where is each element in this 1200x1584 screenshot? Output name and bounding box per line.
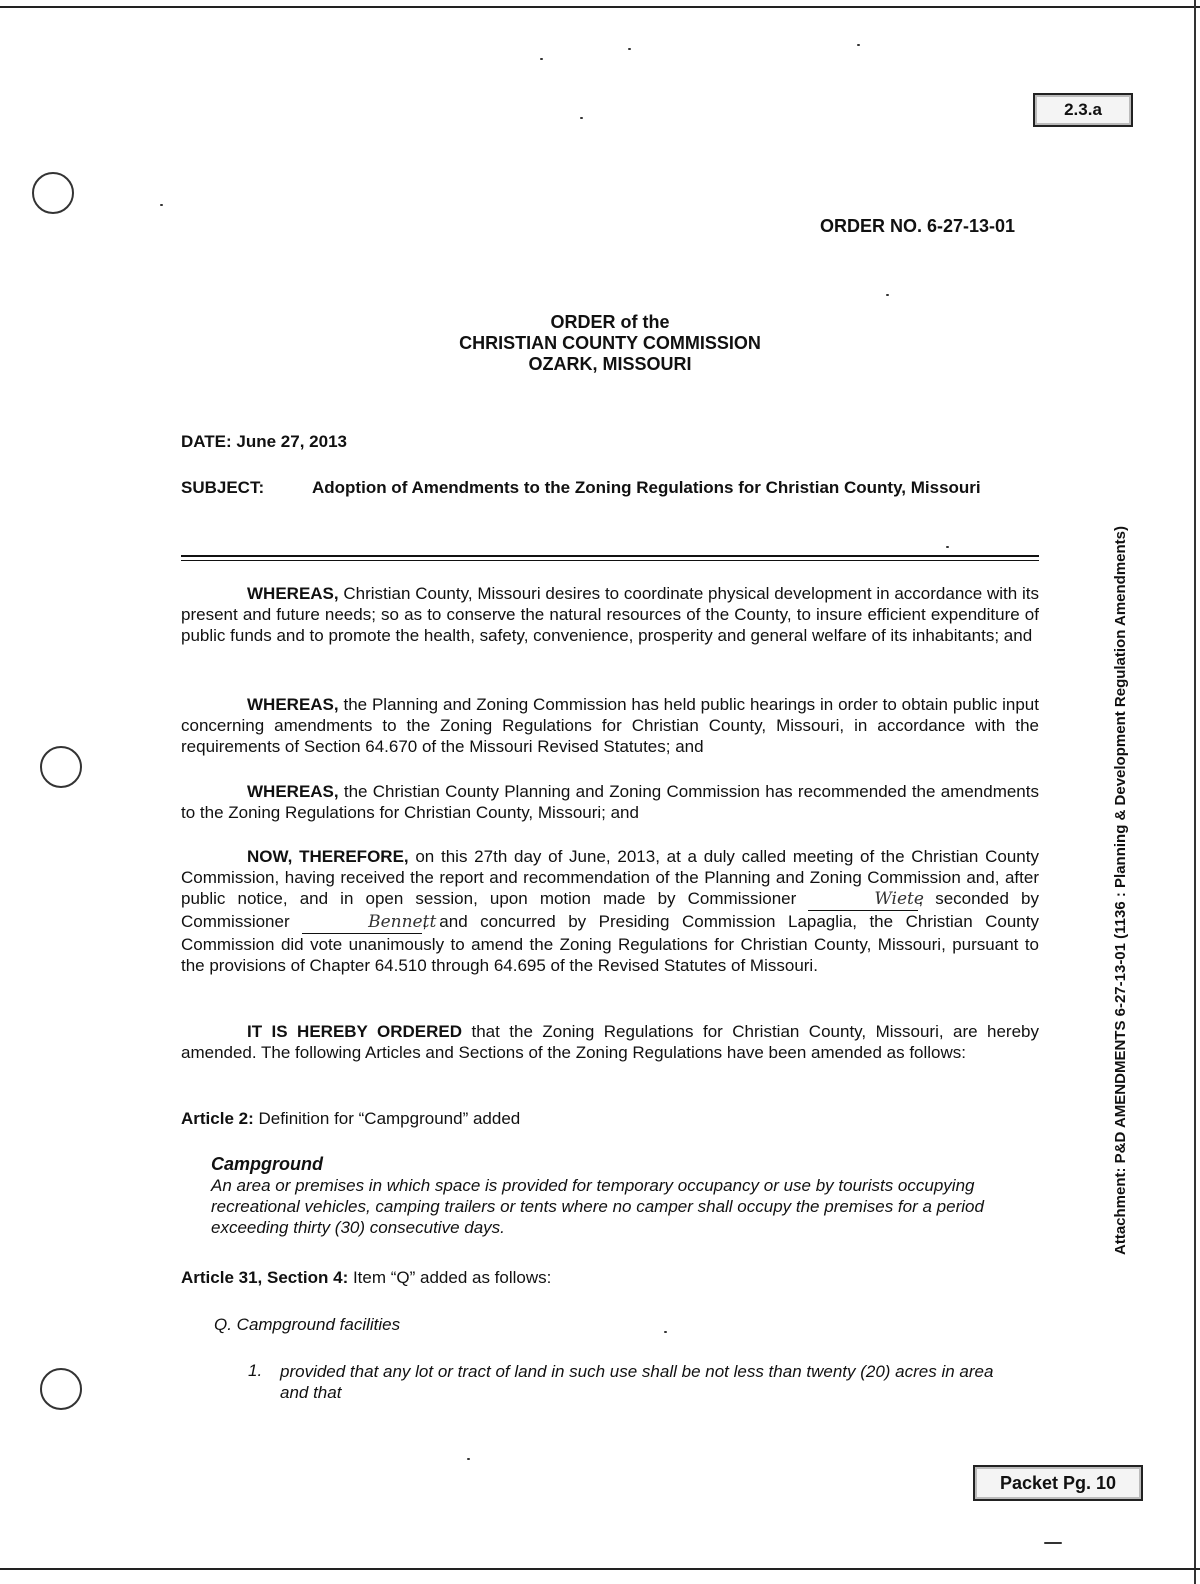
definition-text: An area or premises in which space is provided for temporary occupancy or use by tourists occupying recreational vehicles, camping trailers or tents where no camper shall occupy the premises for a period exceeding thirty (30) consecutive days. <box>211 1176 984 1237</box>
punch-hole-icon <box>32 172 74 214</box>
now-therefore-text-a: on this 27th day of June, 2013, at a duly called meeting of the Christian County Commission, having received the report and recommendation of the Planning and Zoning Commission and, after public notice, and in open session, upon motion made by Commissioner <box>181 847 1039 908</box>
agenda-item-number: 2.3.a <box>1064 100 1102 119</box>
article-2-label: Article 2: <box>181 1109 254 1128</box>
document-title <box>380 312 840 375</box>
title-line-3: OZARK, MISSOURI <box>528 354 692 374</box>
whereas-paragraph-2 <box>181 694 1039 757</box>
item-q-heading: Q. Campground facilities <box>214 1315 401 1334</box>
commissioner-signature-motion: Wiete <box>808 889 918 911</box>
item-1-text: provided that any lot or tract of land in such use shall be not less than twenty (20) acres in area and that <box>280 1362 994 1402</box>
scan-speck <box>540 58 543 60</box>
scan-speck <box>628 48 631 50</box>
whereas-lead: WHEREAS, <box>247 782 339 801</box>
divider-rule <box>181 555 1039 557</box>
whereas-lead: WHEREAS, <box>247 695 339 714</box>
article-31-label: Article 31, Section 4: <box>181 1268 349 1287</box>
title-line-2: CHRISTIAN COUNTY COMMISSION <box>459 333 761 353</box>
scan-speck <box>664 1331 667 1333</box>
order-date: DATE: June 27, 2013 <box>181 432 347 451</box>
item-1-number: 1. <box>248 1361 263 1380</box>
now-therefore-paragraph <box>181 846 1039 976</box>
agenda-item-stamp <box>1033 93 1133 127</box>
campground-definition <box>211 1154 1039 1238</box>
now-therefore-text-b: , seconded by Commissioner <box>181 889 1039 931</box>
punch-hole-icon <box>40 746 82 788</box>
whereas-text: Christian County, Missouri desires to coordinate physical development in accordance with its present and future needs; so as to conserve the natural resources of the County, to insure efficient expenditure of public funds and to promote the health, safety, convenience, prosperity and general welfare of its inhabitants; and <box>181 584 1039 645</box>
article-31-heading <box>181 1268 551 1288</box>
whereas-paragraph-3 <box>181 781 1039 823</box>
ordered-lead: IT IS HEREBY ORDERED <box>247 1022 463 1041</box>
scan-speck <box>886 294 889 296</box>
commissioner-signature-second: Bennett <box>302 912 422 934</box>
scan-speck <box>946 546 949 548</box>
scan-speck <box>467 1458 470 1460</box>
title-line-1: ORDER of the <box>550 312 670 332</box>
definition-term: Campground <box>211 1154 323 1174</box>
article-2-heading <box>181 1109 520 1129</box>
whereas-lead: WHEREAS, <box>247 584 339 603</box>
punch-hole-icon <box>40 1368 82 1410</box>
attachment-side-label: Attachment: P&D AMENDMENTS 6-27-13-01 (1136 : Planning & Development Regulation Amendments) <box>1112 525 1129 1255</box>
scan-speck <box>857 44 860 46</box>
page-border-top <box>0 6 1200 8</box>
now-therefore-lead: NOW, THEREFORE, <box>247 847 409 866</box>
page-border-right <box>1194 0 1196 1584</box>
ordered-paragraph <box>181 1021 1039 1063</box>
order-number: ORDER NO. 6-27-13-01 <box>820 216 1016 236</box>
packet-page-number: Packet Pg. 10 <box>999 1472 1117 1493</box>
whereas-text: the Christian County Planning and Zoning Commission has recommended the amendments to the Zoning Regulations for Christian County, Missouri; and <box>181 782 1039 822</box>
divider-rule <box>181 560 1039 561</box>
subject-label: SUBJECT: <box>181 478 265 497</box>
now-therefore-text-c: , and concurred by Presiding Commission Lapaglia, the Christian County Commission did vote unanimously to amend the Zoning Regulations for Christian County, Missouri, pursuant to the provisions of Chapter 64.510 through 64.695 of the Revised Statutes of Missouri. <box>181 912 1039 975</box>
subject-text: Adoption of Amendments to the Zoning Regulations for Christian County, Missouri <box>312 478 981 497</box>
scan-speck <box>1044 1542 1062 1544</box>
ordered-text: that the Zoning Regulations for Christian County, Missouri, are hereby amended. The following Articles and Sections of the Zoning Regulations have been amended as follows: <box>181 1022 1040 1062</box>
article-2-text: Definition for “Campground” added <box>253 1109 521 1128</box>
article-31-text: Item “Q” added as follows: <box>348 1268 552 1287</box>
whereas-text: the Planning and Zoning Commission has held public hearings in order to obtain public input concerning amendments to the Zoning Regulations for Christian County, Missouri, in accordance with the requirements of Section 64.670 of the Missouri Revised Statutes; and <box>181 695 1039 756</box>
page-border-bottom <box>0 1568 1200 1570</box>
scan-speck <box>160 204 163 206</box>
whereas-paragraph-1 <box>181 583 1039 646</box>
scan-speck <box>580 117 583 119</box>
packet-page-stamp <box>973 1465 1143 1501</box>
